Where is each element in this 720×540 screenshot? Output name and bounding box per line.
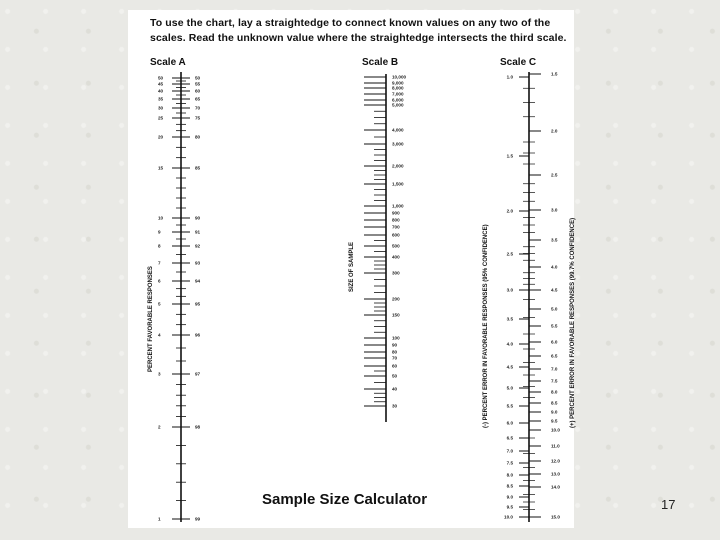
scale-c-tick-label-right: 13.0 xyxy=(551,471,560,477)
scale-b-tick-label: 4,000 xyxy=(392,127,404,133)
scale-a-tick-label-right: 95 xyxy=(195,301,201,307)
scale-c-tick-label-left: 4.5 xyxy=(506,364,513,370)
scale-b-tick-label: 90 xyxy=(392,342,398,348)
scale-a-tick-label-left: 9 xyxy=(158,229,161,235)
scale-c-tick-label-left: 7.0 xyxy=(506,448,513,454)
scale-a-tick-label-left: 45 xyxy=(158,81,164,87)
scale-c-tick-label-left: 8.0 xyxy=(506,472,513,478)
scale-b-tick-label: 1,500 xyxy=(392,181,404,187)
scale-c-tick-label-left: 1.5 xyxy=(506,153,513,159)
scale-c-tick-label-left: 6.5 xyxy=(506,435,513,441)
scale-a-tick-label-left: 8 xyxy=(158,243,161,249)
scale-c-title: Scale C xyxy=(500,57,537,68)
scale-b-tick-label: 60 xyxy=(392,363,398,369)
scale-c-axis-label-right: (+) PERCENT ERROR IN FAVORABLE RESPONSES (99.7% CONFIDENCE) xyxy=(570,217,576,428)
scale-a-tick-label-right: 91 xyxy=(195,229,201,235)
scale-b-tick-label: 400 xyxy=(392,254,400,260)
scale-b-tick-label: 3,000 xyxy=(392,141,404,147)
scale-c-tick-label-left: 9.0 xyxy=(506,494,513,500)
nomogram-scales xyxy=(128,10,574,528)
scale-c-tick-label-right: 10.0 xyxy=(551,427,560,433)
instructions-line-2: scales. Read the unknown value where the straightedge intersects the third scale. xyxy=(150,32,567,44)
scale-b-tick-label: 80 xyxy=(392,349,398,355)
scale-c-tick-label-right: 1.5 xyxy=(551,71,558,77)
scale-c-tick-label-right: 2.0 xyxy=(551,128,558,134)
scale-c-tick-label-right: 5.5 xyxy=(551,323,558,329)
scale-a-tick-label-right: 70 xyxy=(195,105,201,111)
scale-b-tick-label: 900 xyxy=(392,210,400,216)
scale-c-tick-label-left: 5.5 xyxy=(506,403,513,409)
scale-c-tick-label-right: 4.5 xyxy=(551,287,558,293)
scale-c-tick-label-right: 2.5 xyxy=(551,172,558,178)
scale-b-tick-label: 50 xyxy=(392,373,398,379)
scale-a-tick-label-left: 25 xyxy=(158,115,164,121)
scale-c-tick-label-right: 6.5 xyxy=(551,353,558,359)
scale-c-tick-label-right: 12.0 xyxy=(551,458,560,464)
scale-a-tick-label-right: 96 xyxy=(195,332,201,338)
scale-c-tick-label-left: 5.0 xyxy=(506,385,513,391)
scale-c-tick-label-right: 5.0 xyxy=(551,306,558,312)
scale-b-tick-label: 10,000 xyxy=(392,74,407,80)
scale-c-tick-label-left: 3.0 xyxy=(506,287,513,293)
calculator-title: Sample Size Calculator xyxy=(262,491,428,508)
scale-a-tick-label-right: 60 xyxy=(195,88,201,94)
scale-c-tick-label-left: 3.5 xyxy=(506,316,513,322)
scale-b-tick-label: 100 xyxy=(392,335,400,341)
nomogram-sheet xyxy=(128,10,574,528)
scale-a-tick-label-right: 99 xyxy=(195,516,201,522)
scale-c-tick-label-right: 9.5 xyxy=(551,418,558,424)
scale-c-tick-label-right: 11.0 xyxy=(551,443,560,449)
scale-c-tick-label-left: 6.0 xyxy=(506,420,513,426)
scale-b-tick-label: 200 xyxy=(392,296,400,302)
scale-a-tick-label-right: 90 xyxy=(195,215,201,221)
scale-b-tick-label: 40 xyxy=(392,386,398,392)
scale-a-tick-label-right: 80 xyxy=(195,134,201,140)
scale-b-tick-label: 600 xyxy=(392,232,400,238)
scale-b-tick-label: 2,000 xyxy=(392,163,404,169)
scale-c-tick-label-left: 2.5 xyxy=(506,251,513,257)
scale-b-axis-label: SIZE OF SAMPLE xyxy=(349,241,355,292)
scale-a-tick-label-left: 3 xyxy=(158,371,161,377)
scale-c-tick-label-right: 6.0 xyxy=(551,339,558,345)
page-number: 17 xyxy=(661,497,676,512)
scale-b-tick-label: 150 xyxy=(392,312,400,318)
scale-a-tick-label-right: 55 xyxy=(195,81,201,87)
scale-a-tick-label-left: 40 xyxy=(158,88,164,94)
scale-c-tick-label-right: 3.5 xyxy=(551,237,558,243)
scale-b-tick-label: 70 xyxy=(392,355,398,361)
scale-a-tick-label-left: 6 xyxy=(158,278,161,284)
scale-a-tick-label-left: 5 xyxy=(158,301,161,307)
scale-a-tick-label-left: 4 xyxy=(158,332,161,338)
scale-a-tick-label-right: 85 xyxy=(195,165,201,171)
scale-c-tick-label-right: 15.0 xyxy=(551,514,560,520)
scale-a-tick-label-left: 2 xyxy=(158,424,161,430)
scale-a-tick-label-left: 10 xyxy=(158,215,164,221)
scale-a-tick-label-left: 7 xyxy=(158,260,161,266)
scale-a-tick-label-left: 20 xyxy=(158,134,164,140)
scale-c-tick-label-right: 7.0 xyxy=(551,366,558,372)
scale-a-tick-label-right: 98 xyxy=(195,424,201,430)
scale-c-axis-label-left: (-) PERCENT ERROR IN FAVORABLE RESPONSES (95% CONFIDENCE) xyxy=(483,224,489,428)
scale-c-tick-label-left: 1.0 xyxy=(506,74,513,80)
scale-c-tick-label-right: 14.0 xyxy=(551,484,560,490)
scale-a-tick-label-left: 1 xyxy=(158,516,161,522)
scale-c-tick-label-right: 9.0 xyxy=(551,409,558,415)
scale-a-tick-label-left: 30 xyxy=(158,105,164,111)
scale-c-tick-label-right: 4.0 xyxy=(551,264,558,270)
scale-c-tick-label-left: 9.5 xyxy=(506,504,513,510)
scale-a-tick-label-left: 35 xyxy=(158,96,164,102)
scale-a-tick-label-right: 50 xyxy=(195,75,201,81)
scale-c-tick-label-left: 8.5 xyxy=(506,483,513,489)
scale-b-tick-label: 1,000 xyxy=(392,203,404,209)
scale-a-axis-label: PERCENT FAVORABLE RESPONSES xyxy=(148,266,154,372)
scale-a-tick-label-right: 75 xyxy=(195,115,201,121)
scale-b-tick-label: 800 xyxy=(392,217,400,223)
scale-c-tick-label-right: 8.0 xyxy=(551,389,558,395)
scale-c-tick-label-right: 8.5 xyxy=(551,400,558,406)
scale-b-tick-label: 8,000 xyxy=(392,85,404,91)
scale-b-tick-label: 7,000 xyxy=(392,91,404,97)
scale-b-title: Scale B xyxy=(362,57,399,68)
scale-a-tick-label-right: 93 xyxy=(195,260,201,266)
scale-a-tick-label-right: 65 xyxy=(195,96,201,102)
scale-a-tick-label-left: 50 xyxy=(158,75,164,81)
scale-a-title: Scale A xyxy=(150,57,186,68)
scale-c-tick-label-left: 4.0 xyxy=(506,341,513,347)
scale-c-tick-label-right: 7.5 xyxy=(551,378,558,384)
scale-b-tick-label: 5,000 xyxy=(392,102,404,108)
scale-b-tick-label: 6,000 xyxy=(392,97,404,103)
scale-c-tick-label-left: 10.0 xyxy=(504,514,513,520)
scale-a-tick-label-right: 92 xyxy=(195,243,201,249)
scale-c-tick-label-right: 3.0 xyxy=(551,207,558,213)
scale-b-tick-label: 30 xyxy=(392,403,398,409)
scale-a-tick-label-right: 94 xyxy=(195,278,201,284)
scale-a-tick-label-left: 15 xyxy=(158,165,164,171)
instructions-line-1: To use the chart, lay a straightedge to connect known values on any two of the xyxy=(150,17,551,29)
scale-b-tick-label: 300 xyxy=(392,270,400,276)
scale-c-tick-label-left: 7.5 xyxy=(506,460,513,466)
scale-b-tick-label: 700 xyxy=(392,224,400,230)
scale-b-tick-label: 9,000 xyxy=(392,80,404,86)
scale-c-tick-label-left: 2.0 xyxy=(506,208,513,214)
scale-a-tick-label-right: 97 xyxy=(195,371,201,377)
scale-b-tick-label: 500 xyxy=(392,243,400,249)
